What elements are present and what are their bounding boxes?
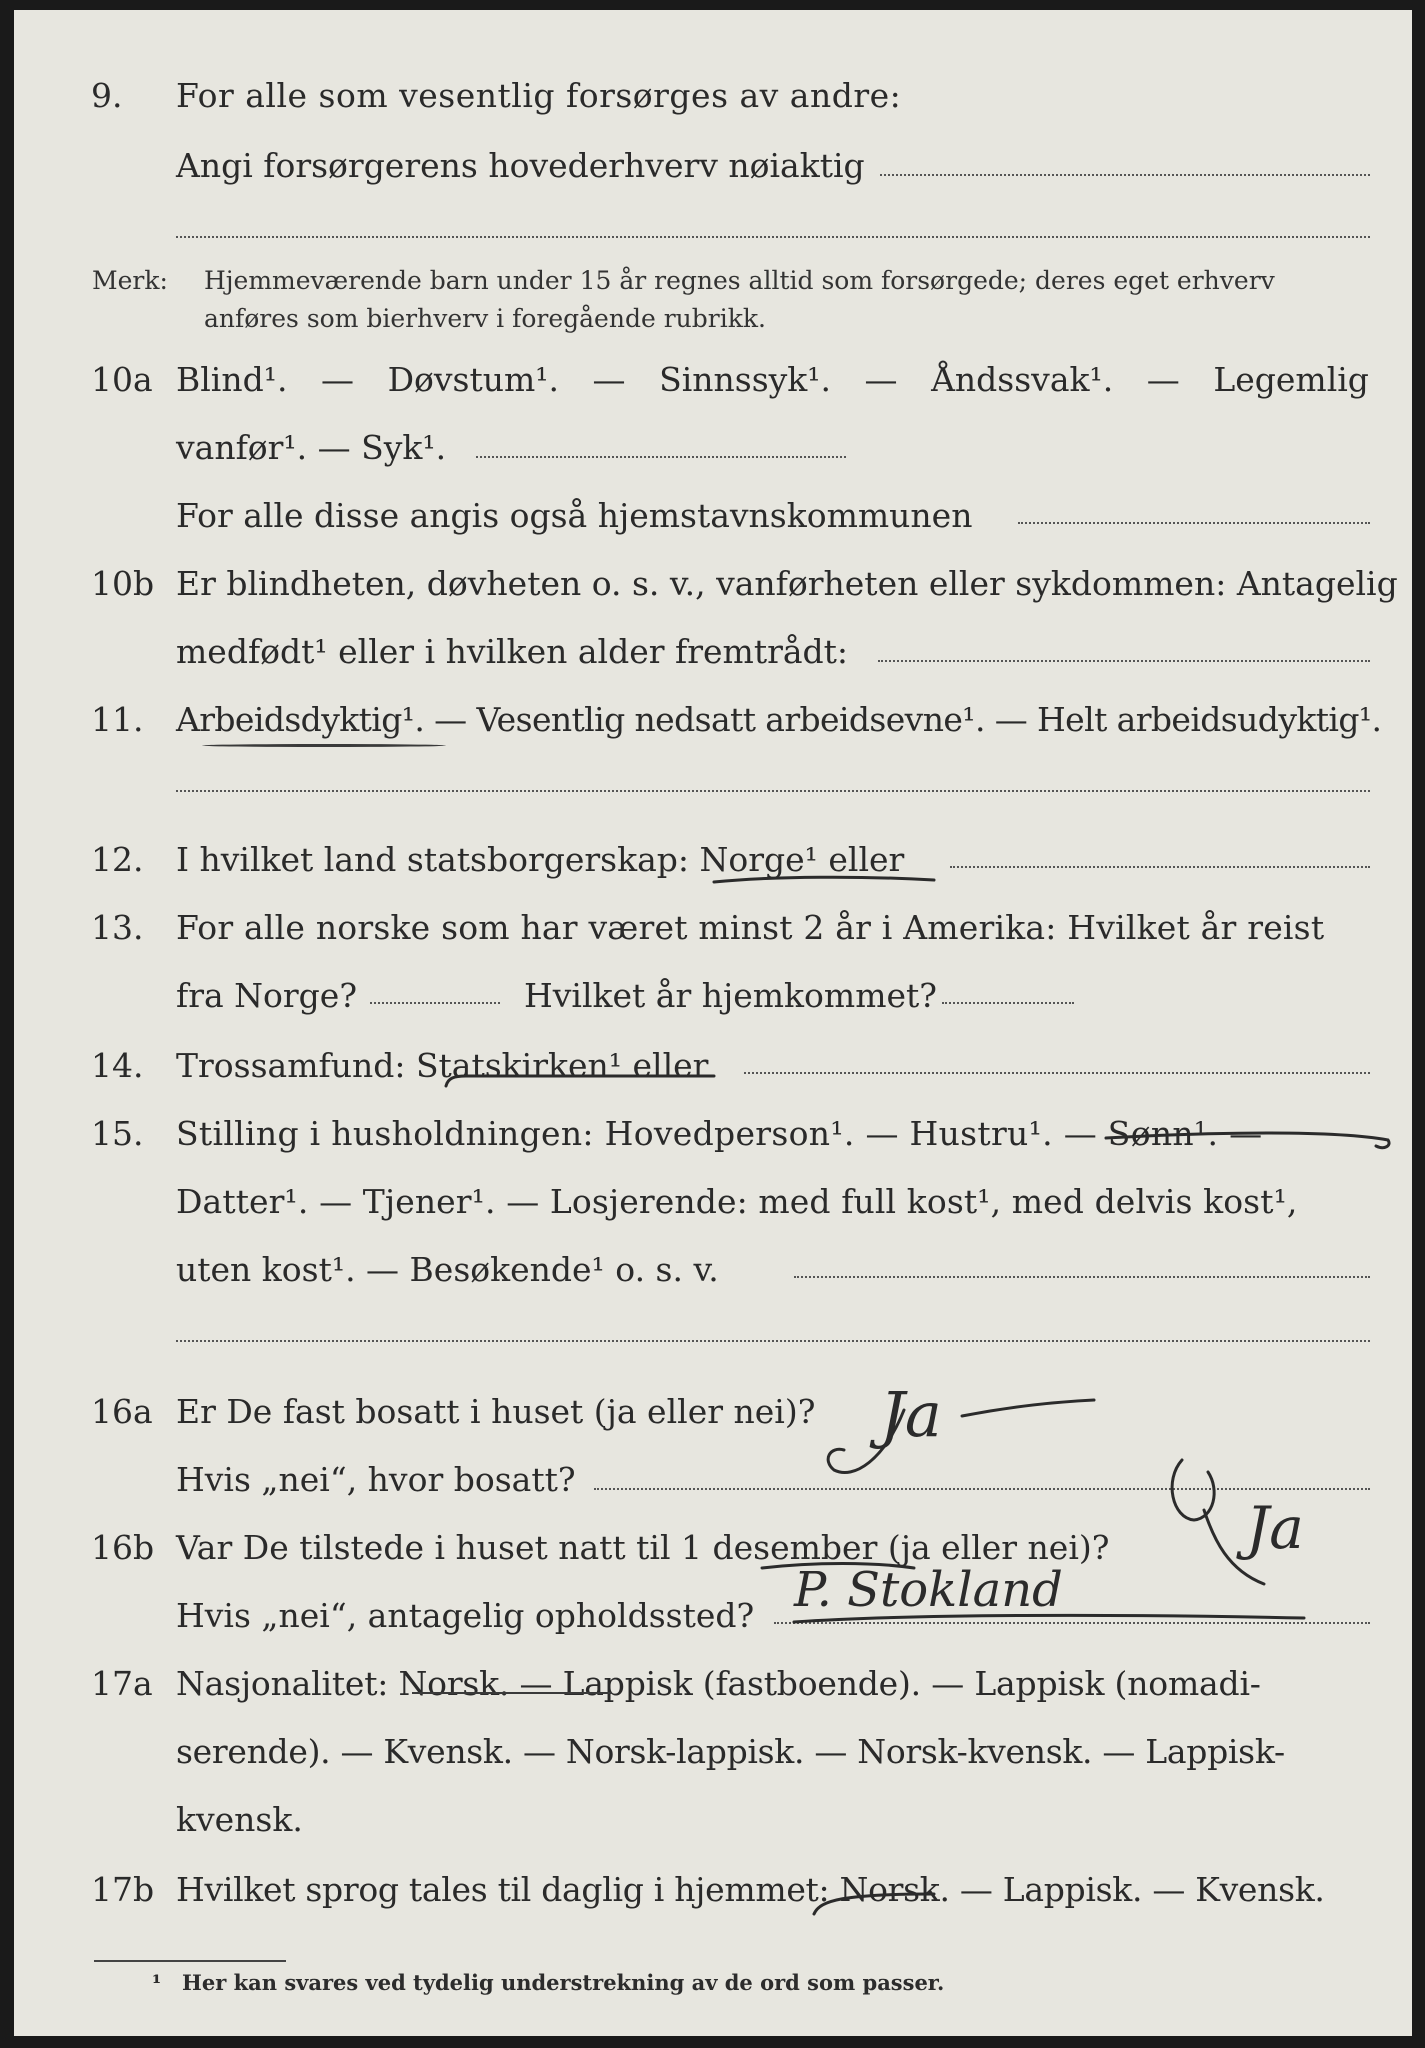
question-text: Er blindheten, døvheten o. s. v., vanførheten eller sykdommen: Antagelig [176,564,1398,603]
question-text: uten kost¹. — Besøkende¹ o. s. v. [176,1250,719,1289]
question-text: Angi forsørgerens hovederhverv nøiaktig [176,146,865,185]
dash: — [864,360,898,399]
question-text: For alle norske som har været minst 2 år i Amerika: Hvilket år reist [176,908,1325,947]
option-sinnssyk: Sinnssyk¹. [659,360,831,399]
question-text: For alle disse angis også hjemstavnskommunen [176,496,973,535]
note-text: anføres som bierhverv i foregående rubrikk. [204,304,766,333]
question-number: 17b [91,1870,155,1909]
question-text: Trossamfund: Statskirken¹ eller [176,1046,709,1085]
option-blind: Blind¹. [176,360,288,399]
option-dovstum: Døvstum¹. [387,360,559,399]
note-label: Merk: [92,266,168,295]
question-text: Hvilket sprog tales til daglig i hjemmet: Norsk. — Lappisk. — Kvensk. [176,1870,1325,1909]
question-text: Datter¹. — Tjener¹. — Losjerende: med full kost¹, med delvis kost¹, [176,1182,1298,1221]
question-text: For alle som vesentlig forsørges av andre: [176,76,902,115]
question-text: Var De tilstede i huset natt til 1 desember (ja eller nei)? [176,1528,1110,1567]
question-text: serende). — Kvensk. — Norsk-lappisk. — Norsk-kvensk. — Lappisk- [176,1732,1285,1771]
handwritten-strokes [14,10,1412,2036]
census-form-page [14,10,1412,2036]
option-legemlig: Legemlig [1213,360,1369,399]
question-text: Er De fast bosatt i huset (ja eller nei)? [176,1392,816,1431]
question-number: 12. [91,840,144,879]
question-number: 17a [91,1664,153,1703]
dash: — [321,360,355,399]
question-text: vanfør¹. — Syk¹. [176,428,447,467]
question-number: 9. [91,76,123,115]
question-text: Arbeidsdyktig¹. — Vesentlig nedsatt arbeidsevne¹. — Helt arbeidsudyktig¹. [176,700,1382,739]
dash: — [1146,360,1180,399]
option-andssvak: Åndssvak¹. [931,360,1114,399]
question-number: 15. [91,1114,144,1153]
question-text: kvensk. [176,1800,303,1839]
footnote-mark: ¹ [152,1970,162,1995]
question-number: 10b [91,564,155,603]
question-text: Hvis „nei“, hvor bosatt? [176,1460,576,1499]
question-text: fra Norge? [176,976,358,1015]
question-text: I hvilket land statsborgerskap: Norge¹ eller [176,840,905,879]
handwritten-answer-16b: Ja [1246,1494,1304,1562]
question-text: Stilling i husholdningen: Hovedperson¹. — Hustru¹. — Sønn¹. — [176,1114,1263,1153]
dash: — [592,360,626,399]
footnote-text: Her kan svares ved tydelig understrekning av de ord som passer. [182,1970,945,1995]
question-text: medfødt¹ eller i hvilken alder fremtrådt: [176,632,849,671]
question-text: Nasjonalitet: Norsk. — Lappisk (fastboende). — Lappisk (nomadi- [176,1664,1261,1703]
question-text: Hvilket år hjemkommet? [524,976,937,1015]
handwritten-place-16b: P. Stokland [794,1562,1063,1618]
question-number: 11. [91,700,144,739]
question-number: 16b [91,1528,155,1567]
question-number: 10a [91,360,153,399]
question-number: 13. [91,908,144,947]
question-number: 16a [91,1392,153,1431]
question-number: 14. [91,1046,144,1085]
handwritten-answer-16a: Ja [880,1378,942,1451]
note-text: Hjemmeværende barn under 15 år regnes alltid som forsørgede; deres eget erhverv [204,266,1275,295]
question-text: Hvis „nei“, antagelig opholdssted? [176,1596,755,1635]
